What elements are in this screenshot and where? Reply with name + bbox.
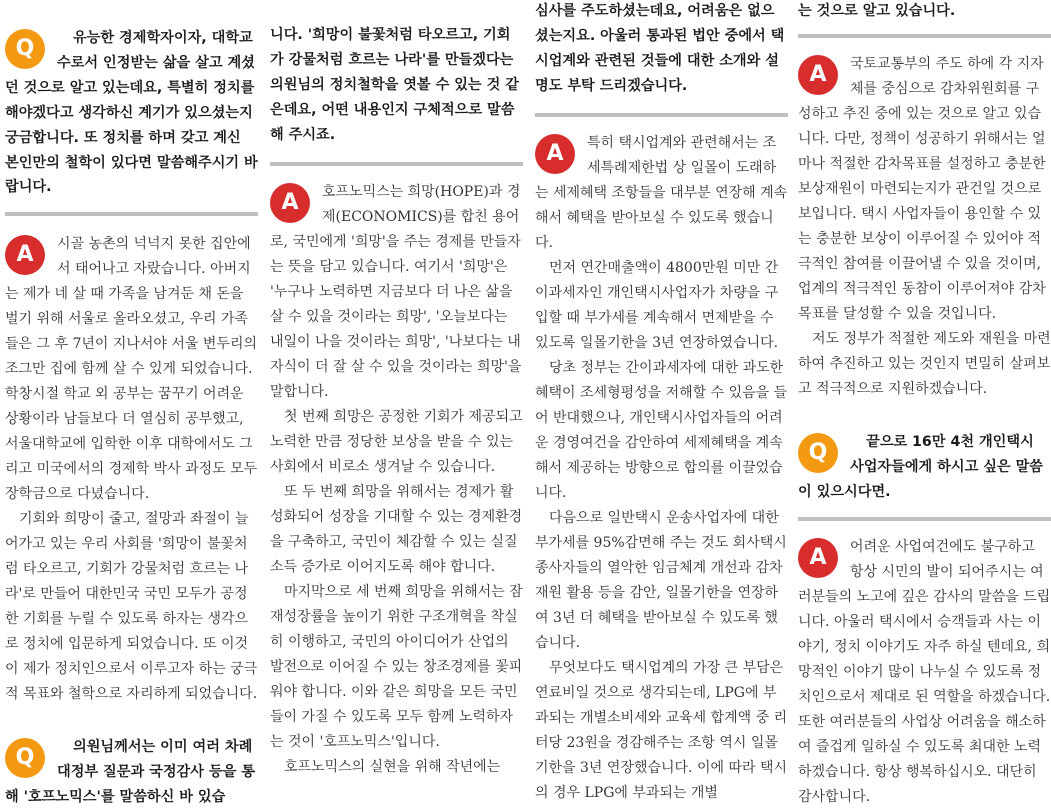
column-1 [5,0,258,806]
a-badge: A [798,55,838,95]
answer-paragraph: 특히 택시업계와 관련해서는 조세특례제한법 상 일몰이 도래하는 세제혜택 조항들을 대부분 연장해 계속해서 혜택을 받아보실 수 있도록 했습니다. [535,134,788,251]
question-text: 유능한 경제학자이자, 대학교수로서 인정받는 삶을 살고 계셨던 것으로 알고 있는데요, 특별히 정치를 해야겠다고 생각하신 계기가 있으셨는지 궁금합니다. 또 정치를 하며 갖고 계신 본인만의 철학이 있다면 말씀해주시기 바랍니다. [5,30,258,196]
question-text: 는 것으로 알고 있습니다. [798,3,956,19]
a-badge: A [270,183,310,223]
answer-block-5 [798,521,1051,810]
question-block-2 [5,707,258,810]
question-text: 심사를 주도하셨는데요, 어려움은 없으셨는지요. 아울러 통과된 법안 중에서 택시업계와 관련된 것들에 대한 소개와 설명도 부탁 드리겠습니다. [535,3,785,94]
answer-paragraph: 호프노믹스의 실현을 위해 작년에는 [284,758,501,775]
column-3 [535,0,788,801]
question-continuation [535,0,788,99]
question-continuation [270,0,523,148]
question-block-4 [798,402,1051,505]
answer-paragraph: 또 두 번째 희망을 위해서는 경제가 활성화되어 성장을 기대할 수 있는 경제환경을 구축하고, 국민이 체감할 수 있는 실질소득 증가로 이어지도록 해야 합니다. [270,483,523,575]
answer-paragraph: 먼저 연간매출액이 4800만원 미만 간이과세자인 개인택시사업자가 차량을 구입할 때 부가세를 계속해서 면제받을 수 있도록 일몰기한을 3년 연장하였습니다. [535,259,779,351]
answer-paragraph: 어려운 사업여건에도 불구하고 항상 시민의 발이 되어주시는 여러분들의 노고에 깊은 감사의 말씀을 드립니다. 아울러 택시에서 승객들과 사는 이야기, 정치 이야기도 자주 하실 텐데요, 희망적인 이야기 많이 나누실 수 있도록 정치인으로서 제대로 된 역할을 하겠습니다. 또한 여러분들의 사업상 어려움을 해소하여 즐겁게 일하실 수 있도록 최대한 노력하겠습니다. 항상 행복하십시오. 대단히 감사합니다. [798,538,1051,805]
answer-paragraph: 다음으로 일반택시 운송사업자에 대한 부가세를 95%감면해 주는 것도 회사택시 종사자들의 열악한 임금체계 개선과 감차재원 활용 등을 감안, 일몰기한을 연장하여 3년 더 혜택을 받아보실 수 있도록 했습니다. [535,509,787,651]
question-text: 의원님께서는 이미 여러 차례 대정부 질문과 국정감사 등을 통해 '호프노믹스'를 말씀하신 바 있습 [5,739,255,806]
question-text: 끝으로 16만 4천 개인택시 사업자들에게 하시고 싶은 말씀이 있으시다면. [798,433,1043,500]
a-badge: A [798,538,838,578]
column-4 [798,0,1051,805]
answer-block-2 [270,166,523,780]
answer-paragraph: 마지막으로 세 번째 희망을 위해서는 잠재성장률을 높이기 위한 구조개혁을 착실히 이행하고, 국민의 아이디어가 산업의 발전으로 이어질 수 있는 창조경제를 꽃피워야 합니다. 이와 같은 희망을 모든 국민들이 가질 수 있도록 모두 함께 노력하자는 것이 '호프노믹스'입니다. [270,583,523,750]
q-badge: Q [5,29,45,69]
question-text: 니다. '희망이 불꽃처럼 타오르고, 기회가 강물처럼 흐르는 나라'를 만들겠다는 의원님의 정치철학을 엿볼 수 있는 것 같은데요, 어떤 내용인지 구체적으로 말씀해 주시죠. [270,27,519,143]
answer-paragraph: 첫 번째 희망은 공정한 기회가 제공되고 노력한 만큼 정당한 보상을 받을 수 있는 사회에서 비로소 생겨날 수 있습니다. [270,408,523,475]
answer-paragraph: 국토교통부의 주도 하에 각 지자체를 중심으로 감차위원회를 구성하고 추진 중에 있는 것으로 알고 있습니다. 다만, 정책이 성공하기 위해서는 얼마나 적절한 감차목표를 설정하고 충분한 보상재원이 마련되는지가 관건일 것으로 보입니다. 택시 사업자들이 용인할 수 있는 충분한 보상이 이루어질 수 있어야 적극적인 참여를 이끌어낼 수 있을 것이며, 업계의 적극적인 동참이 이루어져야 감차목표를 달성할 수 있을 것입니다. [798,55,1046,322]
answer-paragraph: 무엇보다도 택시업계의 가장 큰 부담은 연료비일 것으로 생각되는데, LPG에 부과되는 개별소비세와 교육세 합계액 중 리터당 23원을 경감해주는 조항 역시 일몰기한을 3년 연장했습니다. 이에 따라 택시의 경우 LPG에 부과되는 개별 [535,659,788,801]
question-block-1 [5,0,258,200]
answer-paragraph: 당초 정부는 간이과세자에 대한 과도한 혜택이 조세형평성을 저해할 수 있음을 들어 반대했으나, 개인택시사업자들의 어려운 경영여건을 감안하여 세제혜택을 계속해서 제공하는 방향으로 합의를 이끌었습니다. [535,359,788,501]
answer-paragraph: 호프노믹스는 희망(HOPE)과 경제(ECONOMICS)를 합친 용어로, 국민에게 '희망'을 주는 경제를 만들자는 뜻을 담고 있습니다. 여기서 '희망'은 '누구나 노력하면 지금보다 더 나은 삶을 살 수 있을 것이라는 희망', '오늘보다는 내일이 나을 것이라는 희망', '나보다는 내 자식이 더 잘 살 수 있을 것이라는 희망'을 말합니다. [270,183,522,400]
q-badge: Q [5,738,45,778]
answer-paragraph: 저도 정부가 적절한 제도와 재원을 마련하여 추진하고 있는 것인지 면밀히 살펴보고 적극적으로 지원하겠습니다. [798,330,1051,397]
answer-paragraph: 시골 농촌의 넉넉지 못한 집안에서 태어나고 자랐습니다. 아버지는 제가 네 살 때 가족을 남겨둔 채 돈을 벌기 위해 서울로 올라오셨고, 우리 가족들은 그 후 7년이 지나서야 서울 변두리의 조그만 집에 함께 살 수 있게 되었습니다. 학창시절 학교 외 공부는 꿈꾸기 어려운 상황이라 남들보다 더 열심히 공부했고, 서울대학교에 입학한 이후 대학에서도 그리고 미국에서의 경제학 박사 과정도 모두 장학금으로 다녔습니다. [5,236,258,503]
answer-block-4 [798,38,1051,402]
column-2 [270,0,523,795]
a-badge: A [535,134,575,174]
answer-paragraph: 기회와 희망이 줄고, 절망과 좌절이 늘어가고 있는 우리 사회를 '희망이 불꽃처럼 타오르고, 기회가 강물처럼 흐르는 나라'로 만들어 대한민국 국민 모두가 공정한 기회를 누릴 수 있도록 하자는 생각으로 정치에 입문하게 되었습니다. 또 이것이 제가 정치인으로서 이루고자 하는 궁극적 목표와 철학으로 자리하게 되었습니다. [5,511,258,703]
q-badge: Q [798,433,838,473]
answer-block-1 [5,216,258,707]
a-badge: A [5,235,45,275]
answer-block-3 [535,117,788,806]
question-continuation [798,0,1051,24]
